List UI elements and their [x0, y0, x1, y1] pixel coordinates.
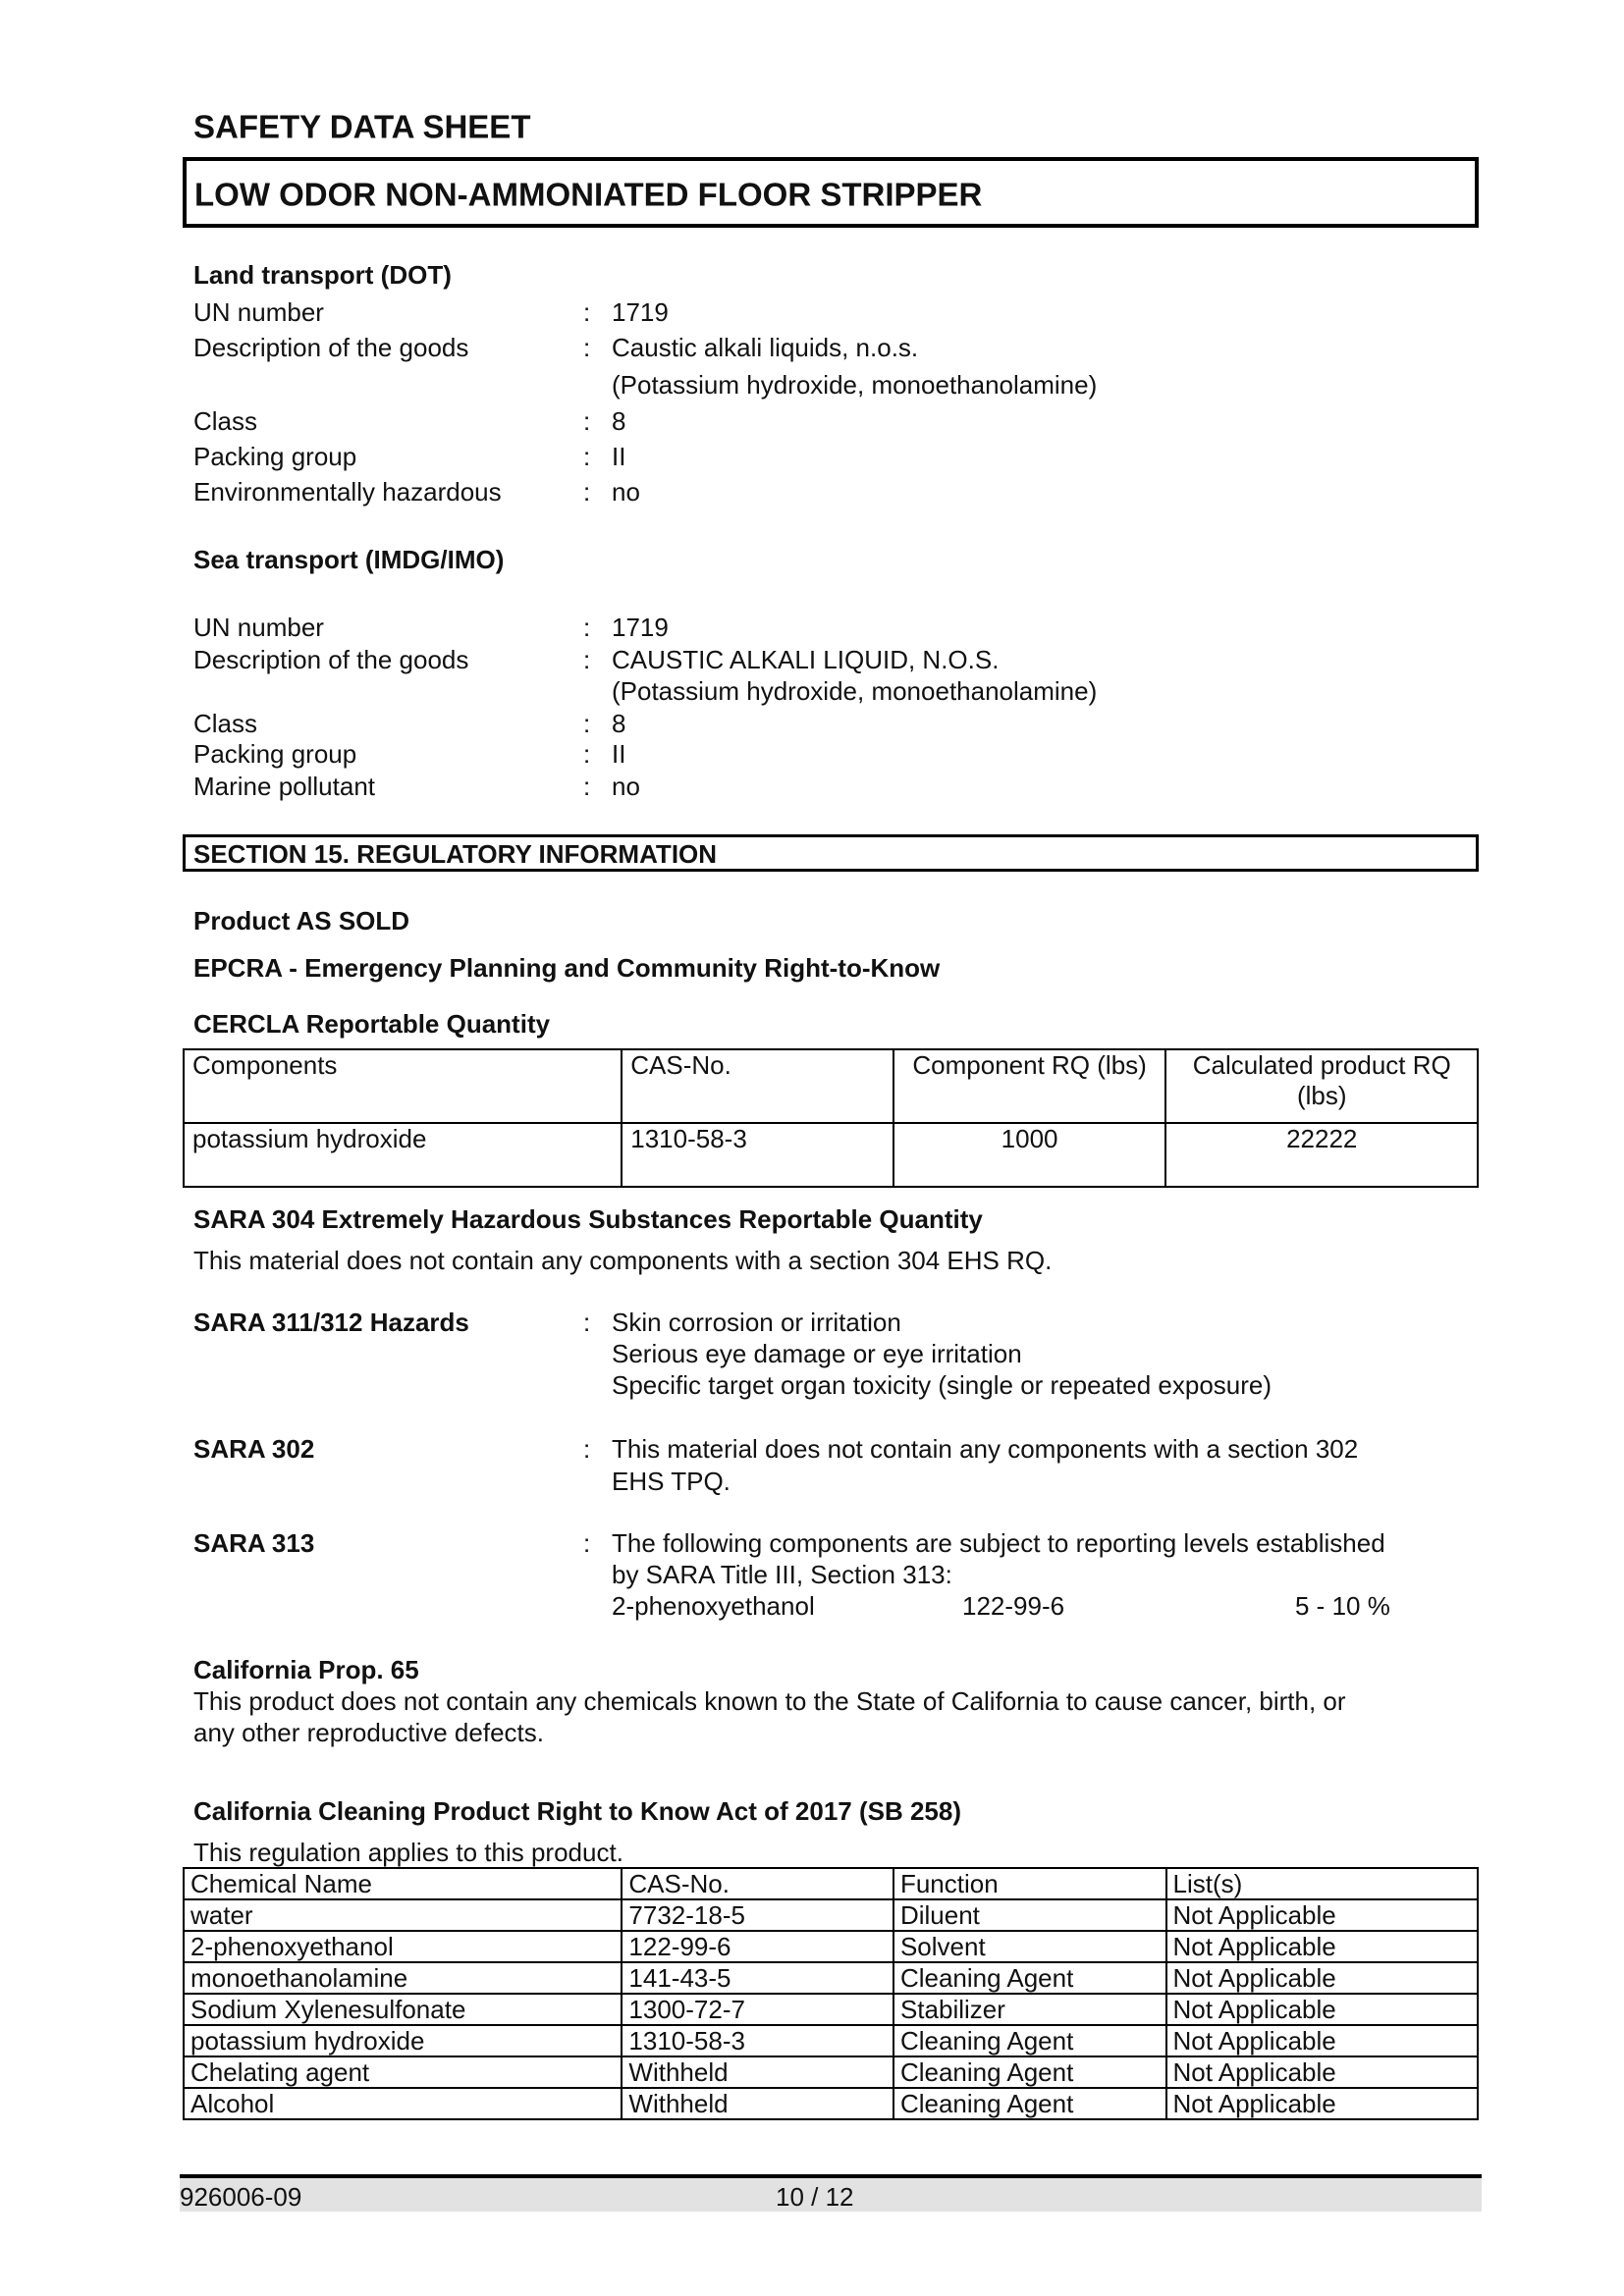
- product-as-sold: Product AS SOLD: [193, 906, 410, 935]
- cell: monoethanolamine: [184, 1962, 622, 1994]
- cell: 1300-72-7: [622, 1994, 893, 2025]
- field-label: UN number: [193, 297, 324, 327]
- field-label: Description of the goods: [193, 645, 469, 674]
- cell: 1000: [893, 1123, 1166, 1187]
- colon: :: [583, 772, 591, 801]
- cell: Not Applicable: [1166, 2088, 1479, 2119]
- field-value: no: [612, 772, 640, 801]
- sea-transport-heading: Sea transport (IMDG/IMO): [193, 545, 505, 574]
- colon: :: [583, 1434, 591, 1464]
- field-label: Environmentally hazardous: [193, 477, 502, 507]
- cell: potassium hydroxide: [184, 1123, 622, 1187]
- field-value-continued: (Potassium hydroxide, monoethanolamine): [612, 676, 1098, 706]
- cell: Not Applicable: [1166, 1994, 1479, 2025]
- field-label: Class: [193, 406, 258, 436]
- colon: :: [583, 406, 591, 436]
- product-title-box: [183, 157, 1479, 228]
- cell: Cleaning Agent: [893, 2056, 1166, 2088]
- field-value: 8: [612, 406, 626, 436]
- sara304-heading: SARA 304 Extremely Hazardous Substances Reportable Quantity: [193, 1204, 983, 1234]
- colon: :: [583, 1308, 591, 1337]
- field-value: Caustic alkali liquids, n.o.s.: [612, 333, 919, 362]
- table-header-row: [184, 1868, 1478, 1899]
- prop65-heading: California Prop. 65: [193, 1655, 419, 1684]
- header-cell: Function: [893, 1868, 1166, 1899]
- cell: Not Applicable: [1166, 1962, 1479, 1994]
- sb258-heading: California Cleaning Product Right to Know Act of 2017 (SB 258): [193, 1796, 962, 1826]
- sara313-component-name: 2-phenoxyethanol: [612, 1591, 815, 1621]
- cell: Sodium Xylenesulfonate: [184, 1994, 622, 2025]
- table-row: [184, 2025, 1478, 2056]
- sara311-line: Specific target organ toxicity (single or repeated exposure): [612, 1370, 1272, 1400]
- cell: Cleaning Agent: [893, 2088, 1166, 2119]
- table-row: [184, 1994, 1478, 2025]
- cell: Not Applicable: [1166, 2025, 1479, 2056]
- colon: :: [583, 1528, 591, 1558]
- field-value: CAUSTIC ALKALI LIQUID, N.O.S.: [612, 645, 1000, 674]
- colon: :: [583, 477, 591, 507]
- cell: Diluent: [893, 1899, 1166, 1931]
- table-row: [184, 1931, 1478, 1962]
- colon: :: [583, 645, 591, 674]
- cell: 7732-18-5: [622, 1899, 893, 1931]
- sara313-line: The following components are subject to reporting levels established: [612, 1528, 1385, 1558]
- cell: Cleaning Agent: [893, 1962, 1166, 1994]
- cell: Alcohol: [184, 2088, 622, 2119]
- cell: 2-phenoxyethanol: [184, 1931, 622, 1962]
- table-header-row: [184, 1049, 1478, 1123]
- colon: :: [583, 709, 591, 738]
- prop65-text: any other reproductive defects.: [193, 1718, 544, 1747]
- cercla-table: [183, 1048, 1479, 1188]
- document-type: SAFETY DATA SHEET: [193, 108, 531, 145]
- field-label: Description of the goods: [193, 333, 469, 362]
- section-15-header: [183, 834, 1479, 872]
- sara311-label: SARA 311/312 Hazards: [193, 1308, 469, 1337]
- colon: :: [583, 739, 591, 769]
- sara302-line: This material does not contain any components with a section 302: [612, 1434, 1359, 1464]
- header-cell: Chemical Name: [184, 1868, 622, 1899]
- sara313-component-range: 5 - 10 %: [1295, 1591, 1390, 1621]
- land-transport-heading: Land transport (DOT): [193, 260, 452, 290]
- section-title: SECTION 15. REGULATORY INFORMATION: [193, 839, 718, 869]
- cell: potassium hydroxide: [184, 2025, 622, 2056]
- sara313-line: by SARA Title III, Section 313:: [612, 1560, 952, 1589]
- header-cell: CAS-No.: [622, 1868, 893, 1899]
- cell: Chelating agent: [184, 2056, 622, 2088]
- cell: Stabilizer: [893, 1994, 1166, 2025]
- header-cell: Components: [184, 1049, 622, 1123]
- cell: 22222: [1165, 1123, 1478, 1187]
- field-label: Packing group: [193, 739, 357, 769]
- colon: :: [583, 613, 591, 642]
- field-value: II: [612, 442, 626, 471]
- table-row: [184, 2056, 1478, 2088]
- header-cell: CAS-No.: [622, 1049, 893, 1123]
- field-label: Class: [193, 709, 258, 738]
- field-label: Packing group: [193, 442, 357, 471]
- colon: :: [583, 297, 591, 327]
- header-cell: Component RQ (lbs): [893, 1049, 1166, 1123]
- cell: Solvent: [893, 1931, 1166, 1962]
- header-cell: Calculated product RQ (lbs): [1165, 1049, 1478, 1123]
- cell: 141-43-5: [622, 1962, 893, 1994]
- cell: 1310-58-3: [622, 2025, 893, 2056]
- prop65-text: This product does not contain any chemicals known to the State of California to cause cancer, birth, or: [193, 1686, 1346, 1716]
- cell: Not Applicable: [1166, 1931, 1479, 1962]
- field-label: UN number: [193, 613, 324, 642]
- sara304-text: This material does not contain any components with a section 304 EHS RQ.: [193, 1246, 1053, 1275]
- document-number: 926006-09: [180, 2182, 302, 2212]
- sb258-table: [183, 1867, 1479, 2120]
- cell: Withheld: [622, 2056, 893, 2088]
- colon: :: [583, 442, 591, 471]
- table-row: [184, 2088, 1478, 2119]
- sb258-text: This regulation applies to this product.: [193, 1838, 623, 1867]
- sara302-label: SARA 302: [193, 1434, 315, 1464]
- epcra-heading: EPCRA - Emergency Planning and Community Right-to-Know: [193, 953, 941, 983]
- field-value: 1719: [612, 613, 669, 642]
- field-value: no: [612, 477, 640, 507]
- field-value: 8: [612, 709, 626, 738]
- field-value: II: [612, 739, 626, 769]
- table-row: [184, 1962, 1478, 1994]
- cell: Not Applicable: [1166, 2056, 1479, 2088]
- sara311-line: Serious eye damage or eye irritation: [612, 1339, 1022, 1368]
- sara313-label: SARA 313: [193, 1528, 315, 1558]
- cell: 1310-58-3: [622, 1123, 893, 1187]
- cercla-heading: CERCLA Reportable Quantity: [193, 1009, 551, 1039]
- sara302-line: EHS TPQ.: [612, 1467, 731, 1496]
- cell: Not Applicable: [1166, 1899, 1479, 1931]
- header-cell: List(s): [1166, 1868, 1479, 1899]
- table-row: [184, 1899, 1478, 1931]
- cell: Withheld: [622, 2088, 893, 2119]
- cell: Cleaning Agent: [893, 2025, 1166, 2056]
- colon: :: [583, 333, 591, 362]
- field-label: Marine pollutant: [193, 772, 375, 801]
- page-number: 10 / 12: [776, 2182, 854, 2212]
- field-value: 1719: [612, 297, 669, 327]
- sara311-line: Skin corrosion or irritation: [612, 1308, 901, 1337]
- field-value-continued: (Potassium hydroxide, monoethanolamine): [612, 370, 1098, 400]
- cell: 122-99-6: [622, 1931, 893, 1962]
- cell: water: [184, 1899, 622, 1931]
- sara313-component-cas: 122-99-6: [962, 1591, 1065, 1621]
- table-row: [184, 1123, 1478, 1187]
- product-name: LOW ODOR NON-AMMONIATED FLOOR STRIPPER: [194, 176, 983, 213]
